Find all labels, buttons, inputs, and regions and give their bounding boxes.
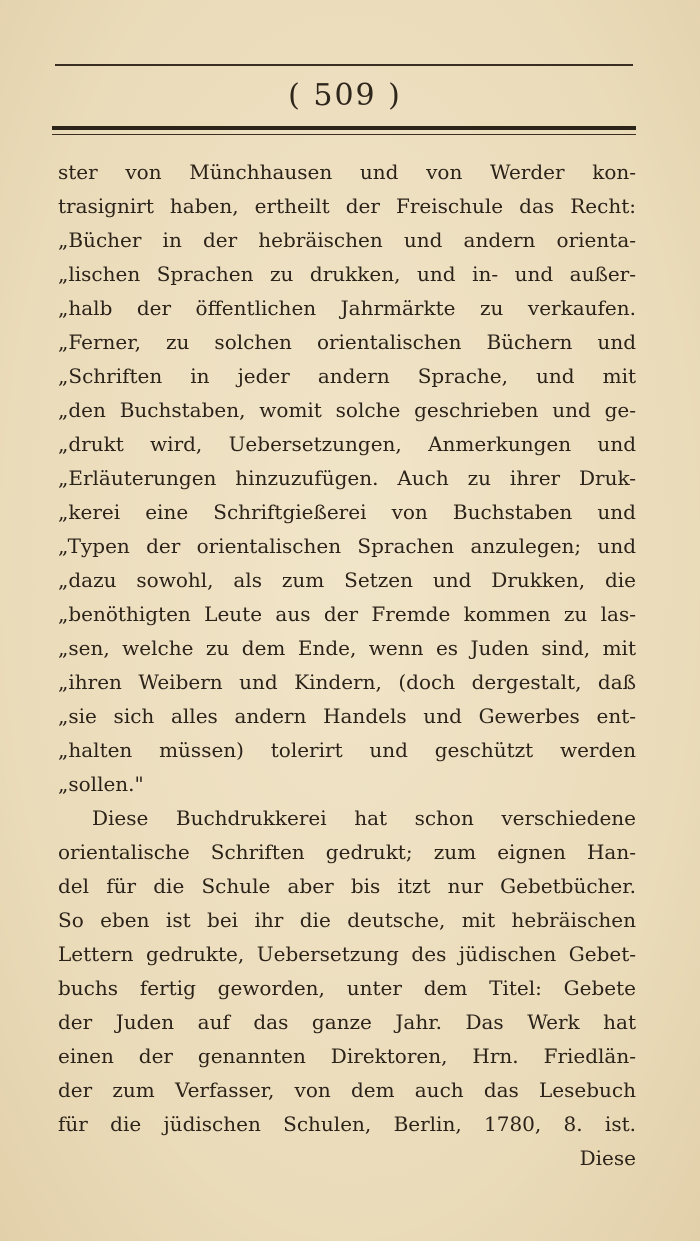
text-line: ster von Münchhausen und von Werder kon-: [58, 160, 636, 184]
text-line: „Bücher in der hebräischen und andern orienta-: [58, 228, 636, 252]
text-line: „halten müssen) tolerirt und geschützt werden: [58, 738, 636, 762]
text-line: orientalische Schriften gedrukt; zum eignen Han-: [58, 840, 636, 864]
text-line: der zum Verfasser, von dem auch das Lesebuch: [58, 1078, 636, 1102]
text-line: „Typen der orientalischen Sprachen anzulegen; und: [58, 534, 636, 558]
text-line: „drukt wird, Uebersetzungen, Anmerkungen und: [58, 432, 636, 456]
text-line: „benöthigten Leute aus der Fremde kommen zu las-: [58, 602, 636, 626]
header-rule-thick: [52, 126, 636, 130]
text-line: „Erläuterungen hinzuzufügen. Auch zu ihrer Druk-: [58, 466, 636, 490]
text-line: So eben ist bei ihr die deutsche, mit hebräischen: [58, 908, 636, 932]
text-line: „sen, welche zu dem Ende, wenn es Juden sind, mit: [58, 636, 636, 660]
text-line: „lischen Sprachen zu drukken, und in- und außer-: [58, 262, 636, 286]
page-number: ( 509 ): [288, 78, 402, 113]
text-line: „Ferner, zu solchen orientalischen Büchern und: [58, 330, 636, 354]
text-line: „sie sich alles andern Handels und Gewerbes ent-: [58, 704, 636, 728]
text-line: „sollen.": [58, 772, 144, 796]
header-rule-thin: [52, 134, 636, 135]
text-line: „Schriften in jeder andern Sprache, und mit: [58, 364, 636, 388]
paragraph-start-line: Diese Buchdrukkerei hat schon verschiedene: [92, 806, 636, 830]
text-line: buchs fertig geworden, unter dem Titel: Gebete: [58, 976, 636, 1000]
text-line: „ihren Weibern und Kindern, (doch dergestalt, daß: [58, 670, 636, 694]
text-line: einen der genannten Direktoren, Hrn. Friedlän-: [58, 1044, 636, 1068]
text-line: „kerei eine Schriftgießerei von Buchstaben und: [58, 500, 636, 524]
header-rule-top: [55, 64, 633, 66]
text-line: del für die Schule aber bis itzt nur Gebetbücher.: [58, 874, 636, 898]
text-line: Lettern gedrukte, Uebersetzung des jüdischen Gebet-: [58, 942, 636, 966]
text-line: trasignirt haben, ertheilt der Freischule das Recht:: [58, 194, 636, 218]
text-line: der Juden auf das ganze Jahr. Das Werk hat: [58, 1010, 636, 1034]
body-text: [58, 155, 636, 1175]
text-line: „dazu sowohl, als zum Setzen und Drukken, die: [58, 568, 636, 592]
text-line: für die jüdischen Schulen, Berlin, 1780, 8. ist.: [58, 1112, 636, 1136]
text-line: „halb der öffentlichen Jahrmärkte zu verkaufen.: [58, 296, 636, 320]
text-line: „den Buchstaben, womit solche geschrieben und ge-: [58, 398, 636, 422]
catchword: Diese: [579, 1146, 636, 1170]
